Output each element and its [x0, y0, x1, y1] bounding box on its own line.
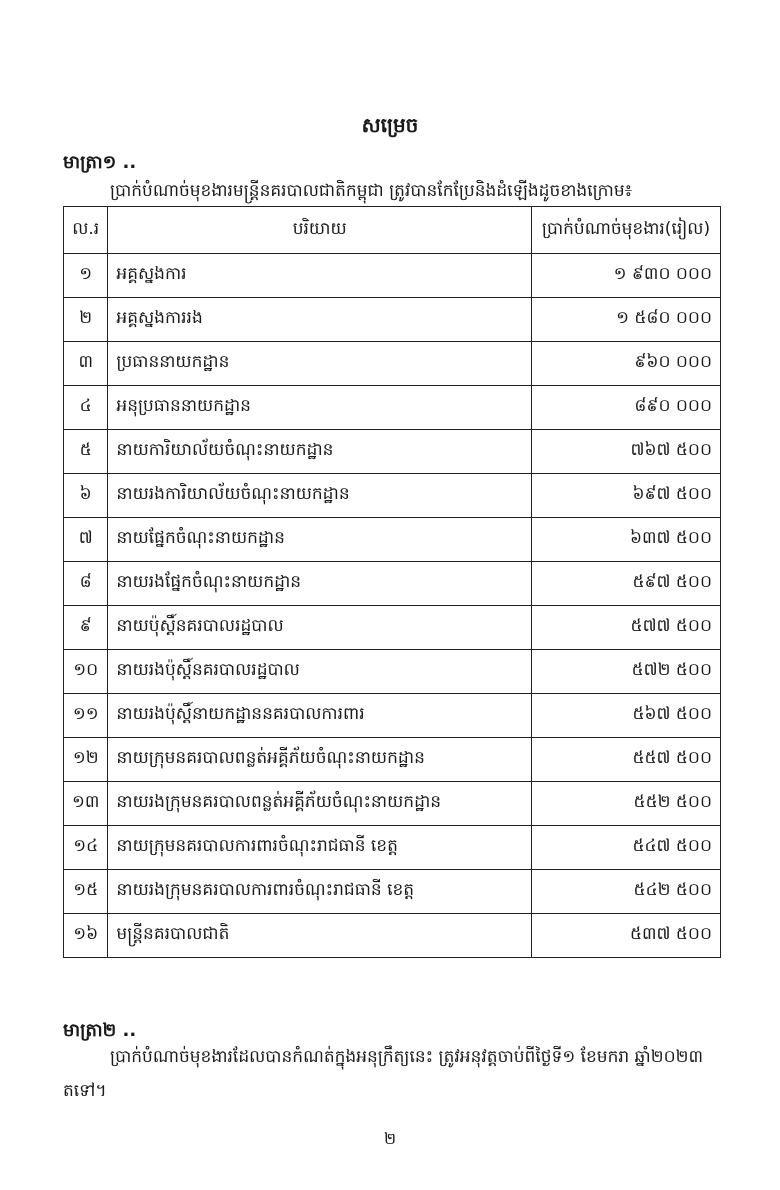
table-row	[64, 914, 721, 958]
table-row	[64, 694, 721, 738]
row-number: ១២	[64, 738, 108, 782]
row-amount: ៧៦៧ ៥០០	[532, 430, 721, 474]
row-amount: ៦៩៧ ៥០០	[532, 474, 721, 518]
row-amount: ១ ៩៣០ ០០០	[532, 254, 721, 298]
row-description: នាយរងក្រុមនគរបាលការពារចំណុះរាជធានី ខេត្ត	[108, 870, 532, 914]
row-number: ១៥	[64, 870, 108, 914]
row-description: នាយរងក្រុមនគរបាលពន្លត់អគ្គីភ័យចំណុះនាយកដ្ឋាន	[108, 782, 532, 826]
header-amount: ប្រាក់បំណាច់មុខងារ(រៀល)	[532, 207, 721, 254]
article-2-text-line-1: ប្រាក់បំណាច់មុខងារដែលបានកំណត់ក្នុងអនុក្រឹត្យនេះ ត្រូវអនុវត្តចាប់ពីថ្ងៃទី១ ខែមករា ឆ្នាំ២០២៣	[110, 1047, 704, 1067]
row-description: នាយផ្នែកចំណុះនាយកដ្ឋាន	[108, 518, 532, 562]
table-row	[64, 254, 721, 298]
table-row	[64, 782, 721, 826]
table-row	[64, 870, 721, 914]
row-number: ៨	[64, 562, 108, 606]
page-number: ២	[383, 1129, 397, 1148]
table-row	[64, 474, 721, 518]
header-number: ល.រ	[64, 207, 108, 254]
row-number: ២	[64, 298, 108, 342]
row-description: នាយរងការិយាល័យចំណុះនាយកដ្ឋាន	[108, 474, 532, 518]
article-1-intro: ប្រាក់បំណាច់មុខងារមន្ត្រីនគរបាលជាតិកម្ពុជា ត្រូវបានកែប្រែនិងដំឡើងដូចខាងក្រោម៖	[110, 181, 633, 201]
row-description: នាយប៉ុស្តិ៍នគរបាលរដ្ឋបាល	[108, 606, 532, 650]
row-number: ៩	[64, 606, 108, 650]
row-description: អគ្គស្នងការ	[108, 254, 532, 298]
row-number: ៤	[64, 386, 108, 430]
row-description: នាយរងប៉ុស្តិ៍នគរបាលរដ្ឋបាល	[108, 650, 532, 694]
row-number: ១០	[64, 650, 108, 694]
row-description: ប្រធាននាយកដ្ឋាន	[108, 342, 532, 386]
row-amount: ៥៤៧ ៥០០	[532, 826, 721, 870]
row-description: នាយក្រុមនគរបាលការពារចំណុះរាជធានី ខេត្ត	[108, 826, 532, 870]
row-number: ១	[64, 254, 108, 298]
row-description: នាយការិយាល័យចំណុះនាយកដ្ឋាន	[108, 430, 532, 474]
table-row	[64, 518, 721, 562]
header-description: បរិយាយ	[108, 207, 532, 254]
table-row	[64, 738, 721, 782]
row-number: ៣	[64, 342, 108, 386]
table-row	[64, 826, 721, 870]
row-description: នាយក្រុមនគរបាលពន្លត់អគ្គីភ័យចំណុះនាយកដ្ឋាន	[108, 738, 532, 782]
row-description: នាយរងប៉ុស្តិ៍នាយកដ្ឋាននគរបាលការពារ	[108, 694, 532, 738]
table-row	[64, 386, 721, 430]
row-amount: ៦៣៧ ៥០០	[532, 518, 721, 562]
row-description: អគ្គស្នងការរង	[108, 298, 532, 342]
table-row	[64, 298, 721, 342]
row-number: ៧	[64, 518, 108, 562]
article-2-heading: មាត្រា២ ..	[63, 1020, 137, 1041]
row-number: ១១	[64, 694, 108, 738]
row-description: នាយរងផ្នែកចំណុះនាយកដ្ឋាន	[108, 562, 532, 606]
row-amount: ១ ៥៨០ ០០០	[532, 298, 721, 342]
row-number: ៦	[64, 474, 108, 518]
table-header-row	[64, 207, 721, 254]
row-amount: ៥៧២ ៥០០	[532, 650, 721, 694]
row-number: ១៣	[64, 782, 108, 826]
row-amount: ៩៦០ ០០០	[532, 342, 721, 386]
row-number: ១៤	[64, 826, 108, 870]
table-row	[64, 342, 721, 386]
table-row	[64, 650, 721, 694]
row-amount: ៥៥៧ ៥០០	[532, 738, 721, 782]
allowance-table	[63, 206, 721, 958]
article-2-text-line-2: តទៅ។	[63, 1081, 107, 1101]
row-number: ៥	[64, 430, 108, 474]
table-row	[64, 430, 721, 474]
row-amount: ៥៩៧ ៥០០	[532, 562, 721, 606]
article-1-heading: មាត្រា១ ..	[63, 152, 137, 173]
row-amount: ៥៥២ ៥០០	[532, 782, 721, 826]
row-amount: ៥៣៧ ៥០០	[532, 914, 721, 958]
row-description: មន្ត្រីនគរបាលជាតិ	[108, 914, 532, 958]
table-row	[64, 562, 721, 606]
decision-title: សម្រេច	[361, 113, 419, 137]
table-row	[64, 606, 721, 650]
row-number: ១៦	[64, 914, 108, 958]
row-amount: ៥៧៧ ៥០០	[532, 606, 721, 650]
row-amount: ៨៩០ ០០០	[532, 386, 721, 430]
row-amount: ៥៦៧ ៥០០	[532, 694, 721, 738]
row-description: អនុប្រធាននាយកដ្ឋាន	[108, 386, 532, 430]
row-amount: ៥៤២ ៥០០	[532, 870, 721, 914]
